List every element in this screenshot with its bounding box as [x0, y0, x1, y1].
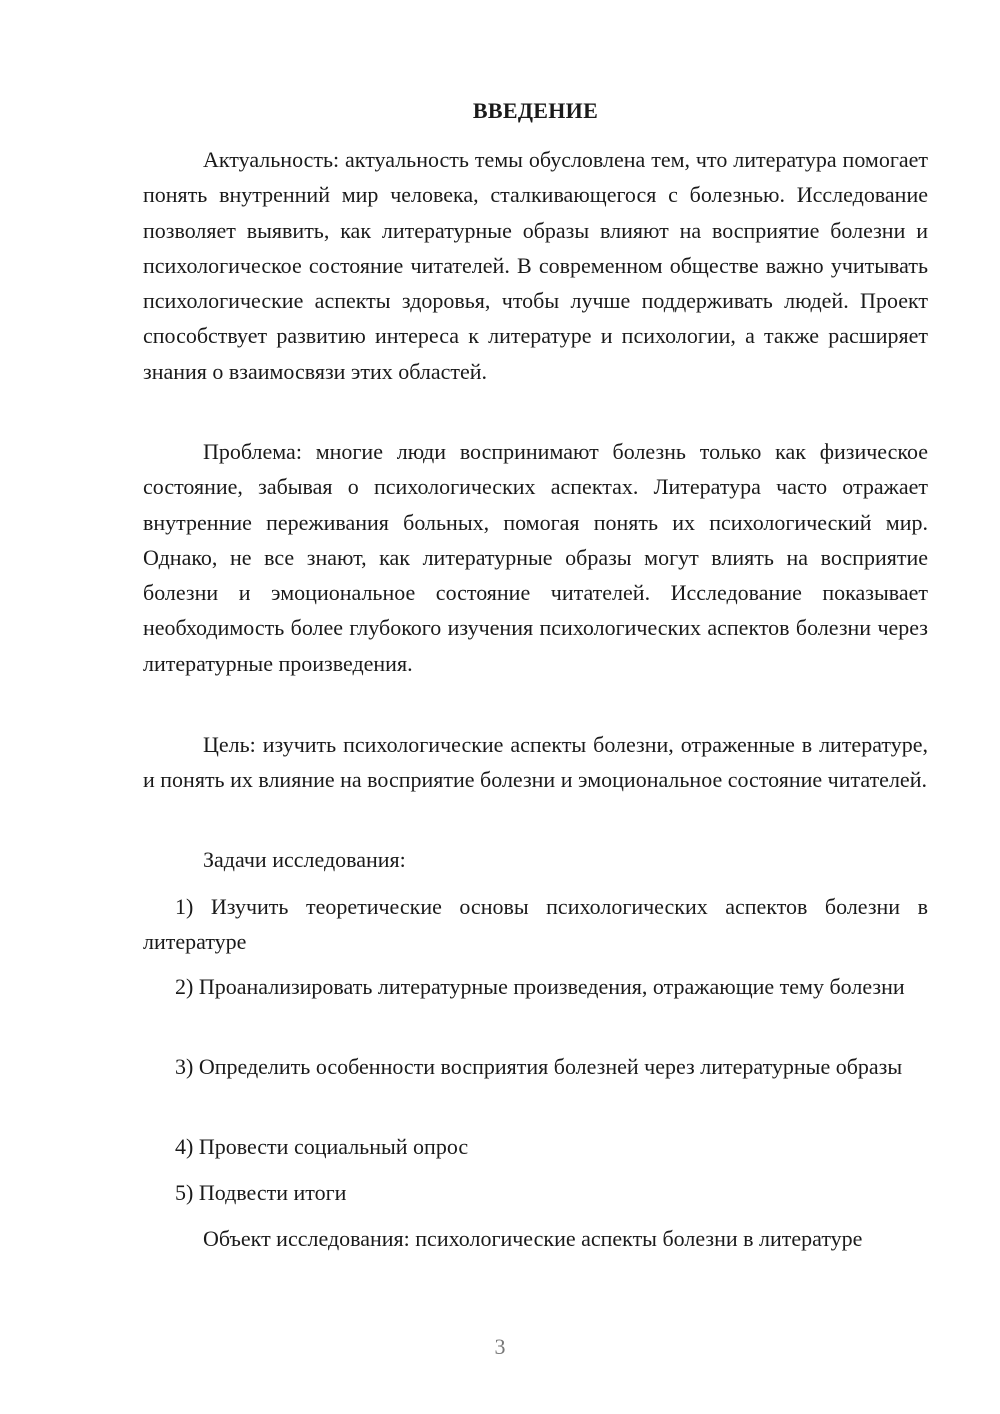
- task-item-4: 4) Провести социальный опрос: [175, 1134, 469, 1159]
- page-number: 3: [494, 1334, 506, 1359]
- relevance-paragraph: Актуальность: актуальность темы обусловлена тем, что литература помогает понять внутренний мир человека, сталкивающегося с болезнью. Исследование позволяет выявить, как литературные образы влияют на восприятие болезни и психологическое состояние читателей. В современном обществе важно учитывать психологические аспекты здоровья, чтобы лучше поддерживать людей. Проект способствует развитию интереса к литературе и психологии, а также расширяет знания о взаимосвязи этих областей.: [143, 147, 928, 384]
- section-title: ВВЕДЕНИЕ: [472, 98, 599, 123]
- goal-paragraph: Цель: изучить психологические аспекты болезни, отраженные в литературе, и понять их влияние на восприятие болезни и эмоциональное состояние читателей.: [143, 732, 928, 793]
- task-item-2: 2) Проанализировать литературные произведения, отражающие тему болезни: [175, 974, 905, 999]
- task-item-1: 1) Изучить теоретические основы психологических аспектов болезни в литературе: [143, 894, 928, 955]
- task-item-5: 5) Подвести итоги: [175, 1180, 347, 1205]
- object-paragraph: Объект исследования: психологические аспекты болезни в литературе: [203, 1226, 863, 1251]
- problem-paragraph: Проблема: многие люди воспринимают болезнь только как физическое состояние, забывая о психологических аспектах. Литература часто отражает внутренние переживания больных, помогая понять их психологический мир. Однако, не все знают, как литературные образы могут влиять на восприятие болезни и эмоциональное состояние читателей. Исследование показывает необходимость более глубокого изучения психологических аспектов болезни через литературные произведения.: [143, 439, 928, 676]
- task-item-3: 3) Определить особенности восприятия болезней через литературные образы: [175, 1054, 903, 1079]
- tasks-heading: Задачи исследования:: [203, 847, 406, 872]
